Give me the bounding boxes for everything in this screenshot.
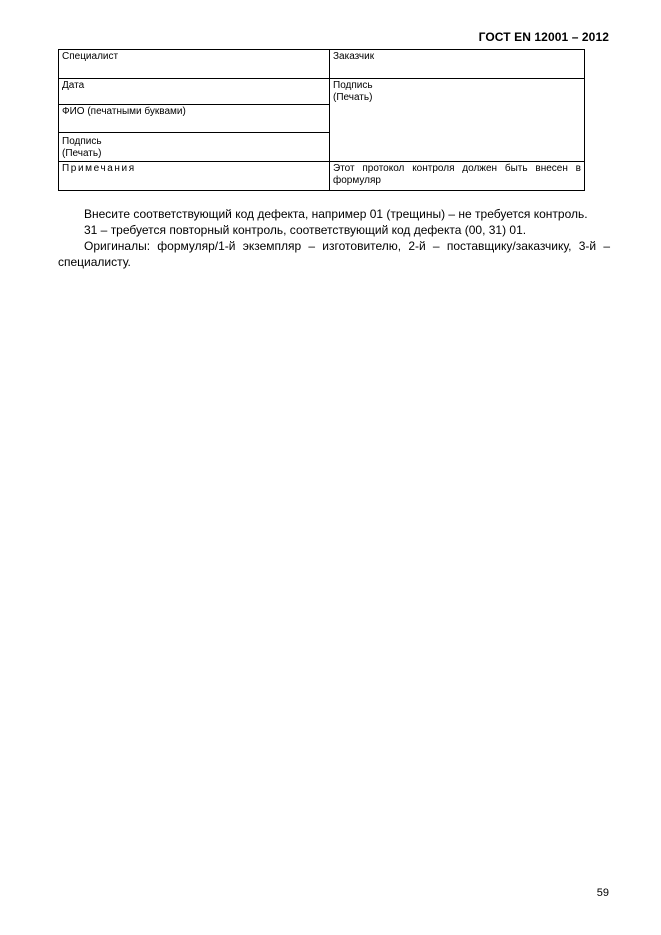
date-cell (59, 79, 330, 105)
paragraph-originals: Оригиналы: формуляр/1-й экземпляр – изготовителю, 2-й – поставщику/заказчику, 3-й – специалисту. (58, 239, 610, 269)
notes-label-cell (59, 162, 330, 191)
specialist-stamp-label: (Печать) (62, 148, 102, 159)
specialist-signature-label: Подпись (62, 136, 102, 147)
paragraph-repeat-inspection: 31 – требуется повторный контроль, соответствующий код дефекта (00, 31) 01. (84, 223, 527, 237)
customer-cell (330, 50, 585, 79)
body-text (58, 206, 610, 270)
table-row (59, 162, 585, 191)
page-number: 59 (596, 887, 609, 899)
specialist-label: Специалист (62, 51, 119, 62)
notes-text-cell (330, 162, 585, 191)
table-row (59, 50, 585, 79)
table-row (59, 79, 585, 105)
name-cell (59, 105, 330, 133)
notes-label: Примечания (62, 163, 136, 174)
customer-label: Заказчик (333, 51, 375, 62)
customer-signature-cell (330, 79, 585, 162)
standard-code: ГОСТ EN 12001 – 2012 (478, 30, 609, 44)
inspection-protocol-table (58, 49, 585, 191)
name-label: ФИО (печатными буквами) (62, 106, 186, 117)
notes-text: Этот протокол контроля должен быть внесен в формуляр (333, 163, 581, 186)
date-label: Дата (62, 80, 85, 91)
paragraph-defect-code: Внесите соответствующий код дефекта, например 01 (трещины) – не требуется контроль. (84, 207, 588, 221)
customer-stamp-label: (Печать) (333, 92, 373, 103)
customer-signature-label: Подпись (333, 80, 373, 91)
specialist-signature-cell (59, 133, 330, 162)
specialist-cell (59, 50, 330, 79)
